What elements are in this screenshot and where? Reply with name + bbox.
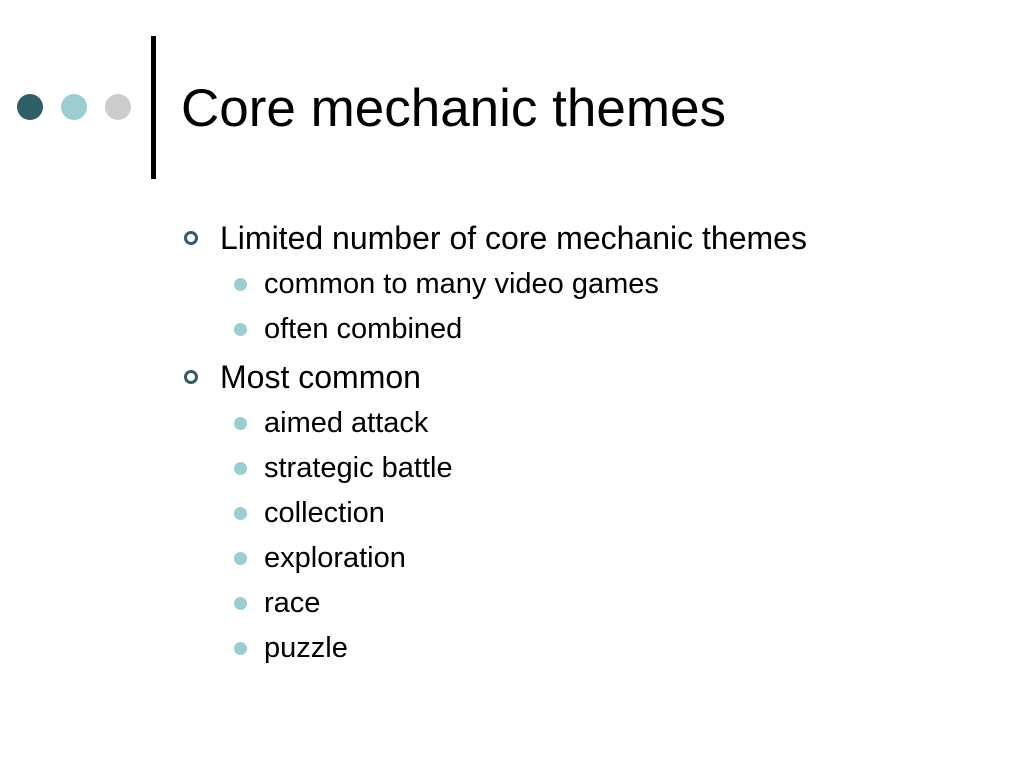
dot-bullet-icon bbox=[234, 323, 247, 336]
sub-bullet-text: puzzle bbox=[264, 632, 348, 664]
dot-bullet-icon bbox=[234, 507, 247, 520]
sub-bullet-item bbox=[264, 265, 659, 303]
sub-bullet-item bbox=[264, 404, 428, 442]
ring-bullet-icon bbox=[184, 370, 198, 384]
sub-bullet-item bbox=[264, 539, 406, 577]
title-divider bbox=[151, 36, 156, 179]
dot-bullet-icon bbox=[234, 417, 247, 430]
sub-bullet-text: strategic battle bbox=[264, 452, 453, 484]
sub-bullet-text: common to many video games bbox=[264, 268, 659, 300]
dot-bullet-icon bbox=[234, 642, 247, 655]
dot-gray-icon bbox=[105, 94, 131, 120]
ring-bullet-icon bbox=[184, 231, 198, 245]
bullet-text: Most common bbox=[220, 359, 421, 395]
sub-bullet-item bbox=[264, 629, 348, 667]
sub-bullet-item bbox=[264, 449, 453, 487]
sub-bullet-text: collection bbox=[264, 497, 385, 529]
slide-title: Core mechanic themes bbox=[181, 79, 726, 138]
dot-light-icon bbox=[61, 94, 87, 120]
sub-bullet-text: often combined bbox=[264, 313, 463, 345]
dot-bullet-icon bbox=[234, 278, 247, 291]
sub-bullet-item bbox=[264, 310, 462, 348]
sub-bullet-text: aimed attack bbox=[264, 407, 429, 439]
bullet-item bbox=[220, 218, 807, 258]
sub-bullet-item bbox=[264, 494, 385, 532]
sub-bullet-item bbox=[264, 584, 320, 622]
sub-bullet-text: race bbox=[264, 587, 321, 619]
dot-bullet-icon bbox=[234, 462, 247, 475]
bullet-item bbox=[220, 357, 421, 397]
bullet-text: Limited number of core mechanic themes bbox=[220, 220, 807, 256]
sub-bullet-text: exploration bbox=[264, 542, 406, 574]
dot-bullet-icon bbox=[234, 552, 247, 565]
dot-dark-icon bbox=[17, 94, 43, 120]
dot-bullet-icon bbox=[234, 597, 247, 610]
